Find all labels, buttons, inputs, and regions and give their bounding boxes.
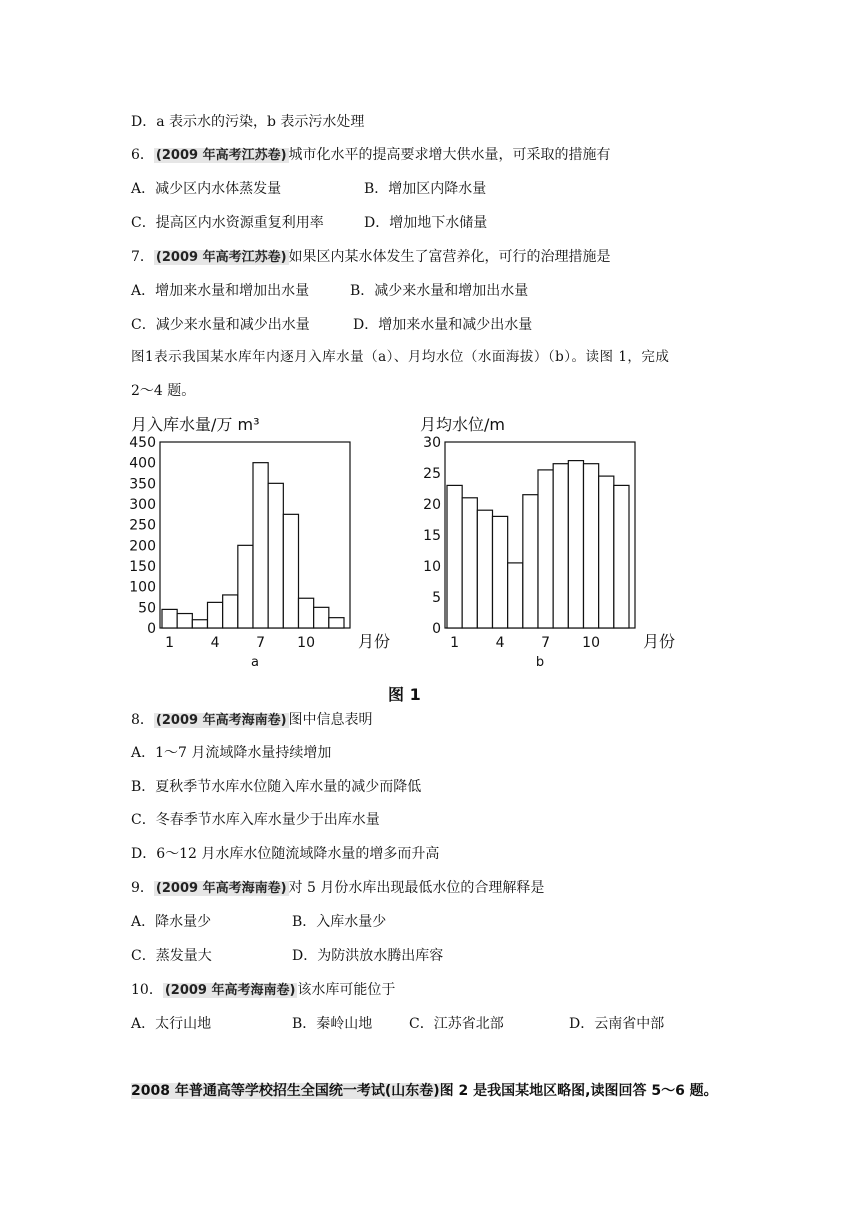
chart-b-title: 月均水位/m [420,415,505,434]
footer-body: 图 2 是我国某地区略图,读图回答 5～6 题。 [439,1083,718,1099]
q9-option-a: A．降水量少 [131,914,212,930]
q9-stem [131,878,544,899]
chart-b-bar [568,461,583,628]
chart-b-bar [493,516,508,628]
q10-options [131,1014,664,1034]
chart-a-bar [299,598,314,628]
chart-b-y-tick-label: 25 [423,466,441,482]
q10-option-a: A．太行山地 [131,1016,212,1032]
chart-b-sublabel: b [535,655,545,670]
chart-b-y-tick-label: 20 [423,497,441,513]
chart-a-x-tick-label: 10 [297,635,315,651]
q8-option-c: C．冬春季节水库入库水量少于出库水量 [131,812,380,828]
figure-label: 图 1 [388,685,421,704]
chart-a-bar [208,602,223,628]
chart-a-bar [268,483,283,628]
q6-option-c: C．提高区内水资源重复利用率 [131,215,324,231]
q7-option-a: A．增加来水量和增加出水量 [131,283,310,299]
chart-b-bar [553,464,568,628]
q8-option-b: B．夏秋季节水库水位随入库水量的减少而降低 [131,779,422,795]
chart-b-y-tick-label: 30 [423,435,441,451]
q8-option-d: D．6～12 月水库水位随流域降水量的增多而升高 [131,846,440,862]
q7-options-row2 [131,315,532,335]
chart-a-bar [329,618,344,628]
q6-option-d: D．增加地下水储量 [364,215,488,231]
chart-a-y-tick-label: 400 [129,455,156,472]
q6-number: 6． [131,147,154,163]
chart-a-y-tick-label: 200 [129,538,156,555]
chart-b-bar [508,563,523,628]
chart-b-bar [614,485,629,628]
q7-number: 7． [131,249,154,265]
q10-option-c: C．江苏省北部 [409,1016,504,1032]
chart-b-y-tick-label: 0 [432,621,441,637]
chart-a-y-tick-label: 100 [129,579,156,596]
q9-number: 9． [131,880,154,896]
q9-source: (2009 年高考海南卷) [155,881,287,896]
chart-a-bar [238,545,253,628]
chart-b-bar [462,498,477,628]
chart-b-y-tick-label: 10 [423,559,441,575]
footer-source: 2008 年普通高等学校招生全国统一考试(山东卷) [131,1083,440,1099]
chart-a-x-tick-label: 4 [210,635,220,651]
intro-line1: 图1表示我国某水库年内逐月入库水量（a）、月均水位（水面海拔）（b）。读图 1，完成 [131,349,670,365]
q10-number: 10． [131,982,163,998]
q8-option-a: A．1～7 月流域降水量持续增加 [131,745,332,761]
q8-text: 图中信息表明 [288,712,373,728]
q9-option-b: B．入库水量少 [292,914,387,930]
chart-a-bar [314,607,329,628]
q10-text: 该水库可能位于 [297,982,396,998]
chart-a-y-tick-label: 450 [129,435,156,451]
q9-option-d: D．为防洪放水腾出库容 [292,948,444,964]
q9-option-c: C．蒸发量大 [131,948,212,964]
chart-a [120,430,400,675]
chart-a-y-tick-label: 50 [138,600,156,617]
chart-b [405,430,685,675]
q6-text: 城市化水平的提高要求增大供水量，可采取的措施有 [288,147,611,163]
q9-options-row1 [131,912,386,932]
q8-source: (2009 年高考海南卷) [155,713,287,728]
intro-line2: 2～4 题。 [131,383,196,399]
chart-a-x-axis-label: 月份 [358,632,391,651]
q10-option-d: D．云南省中部 [569,1016,665,1032]
q7-option-d: D．增加来水量和减少出水量 [353,317,533,333]
q8-number: 8． [131,712,154,728]
q8-stem [131,710,373,731]
chart-b-x-axis-label: 月份 [643,632,676,651]
chart-a-y-tick-label: 0 [147,621,156,637]
chart-b-x-tick-label: 10 [582,635,600,651]
q6-option-b: B．增加区内降水量 [364,181,487,197]
q5-option-d: D．a 表示水的污染，b 表示污水处理 [131,114,365,130]
q9-options-row2 [131,946,443,966]
q10-source: (2009 年高考海南卷) [164,983,296,998]
chart-a-bar [192,620,207,628]
chart-b-bar [447,485,462,628]
q6-source: (2009 年高考江苏卷) [155,148,287,163]
chart-b-x-tick-label: 1 [450,635,460,651]
q7-option-c: C．减少来水量和减少出水量 [131,317,310,333]
footer-text [131,1080,718,1100]
chart-b-x-tick-label: 4 [495,635,505,651]
chart-b-bar [538,470,553,628]
q7-option-b: B．减少来水量和增加出水量 [350,283,529,299]
chart-a-bar [283,514,298,628]
q6-options-row1 [131,179,486,199]
chart-a-y-tick-label: 350 [129,476,156,493]
q7-text: 如果区内某水体发生了富营养化，可行的治理措施是 [288,249,611,265]
chart-a-sublabel: a [251,655,259,670]
chart-a-x-tick-label: 7 [256,635,266,651]
chart-b-y-tick-label: 5 [432,590,441,606]
chart-a-x-tick-label: 1 [165,635,175,651]
chart-a-bar [253,463,268,628]
chart-a-title: 月入库水量/万 m³ [131,415,260,434]
q7-options-row1 [131,281,528,301]
chart-b-y-tick-label: 15 [423,528,441,544]
q7-stem [131,247,611,268]
chart-a-y-tick-label: 300 [129,497,156,513]
q6-stem [131,145,611,166]
chart-b-bar [584,464,599,628]
q6-options-row2 [131,213,487,233]
chart-b-bar [599,476,614,628]
chart-a-y-tick-label: 250 [129,517,156,534]
chart-a-y-tick-label: 150 [129,559,156,575]
chart-b-x-tick-label: 7 [541,635,551,651]
chart-a-bar [223,595,238,628]
chart-b-bar [523,495,538,628]
chart-a-bar [177,614,192,628]
q6-option-a: A．减少区内水体蒸发量 [131,181,282,197]
q10-stem [131,980,395,1001]
q10-option-b: B．秦岭山地 [292,1016,373,1032]
chart-a-bar [162,609,177,628]
chart-b-bar [477,510,492,628]
q9-text: 对 5 月份水库出现最低水位的合理解释是 [288,880,545,896]
q7-source: (2009 年高考江苏卷) [155,250,287,265]
